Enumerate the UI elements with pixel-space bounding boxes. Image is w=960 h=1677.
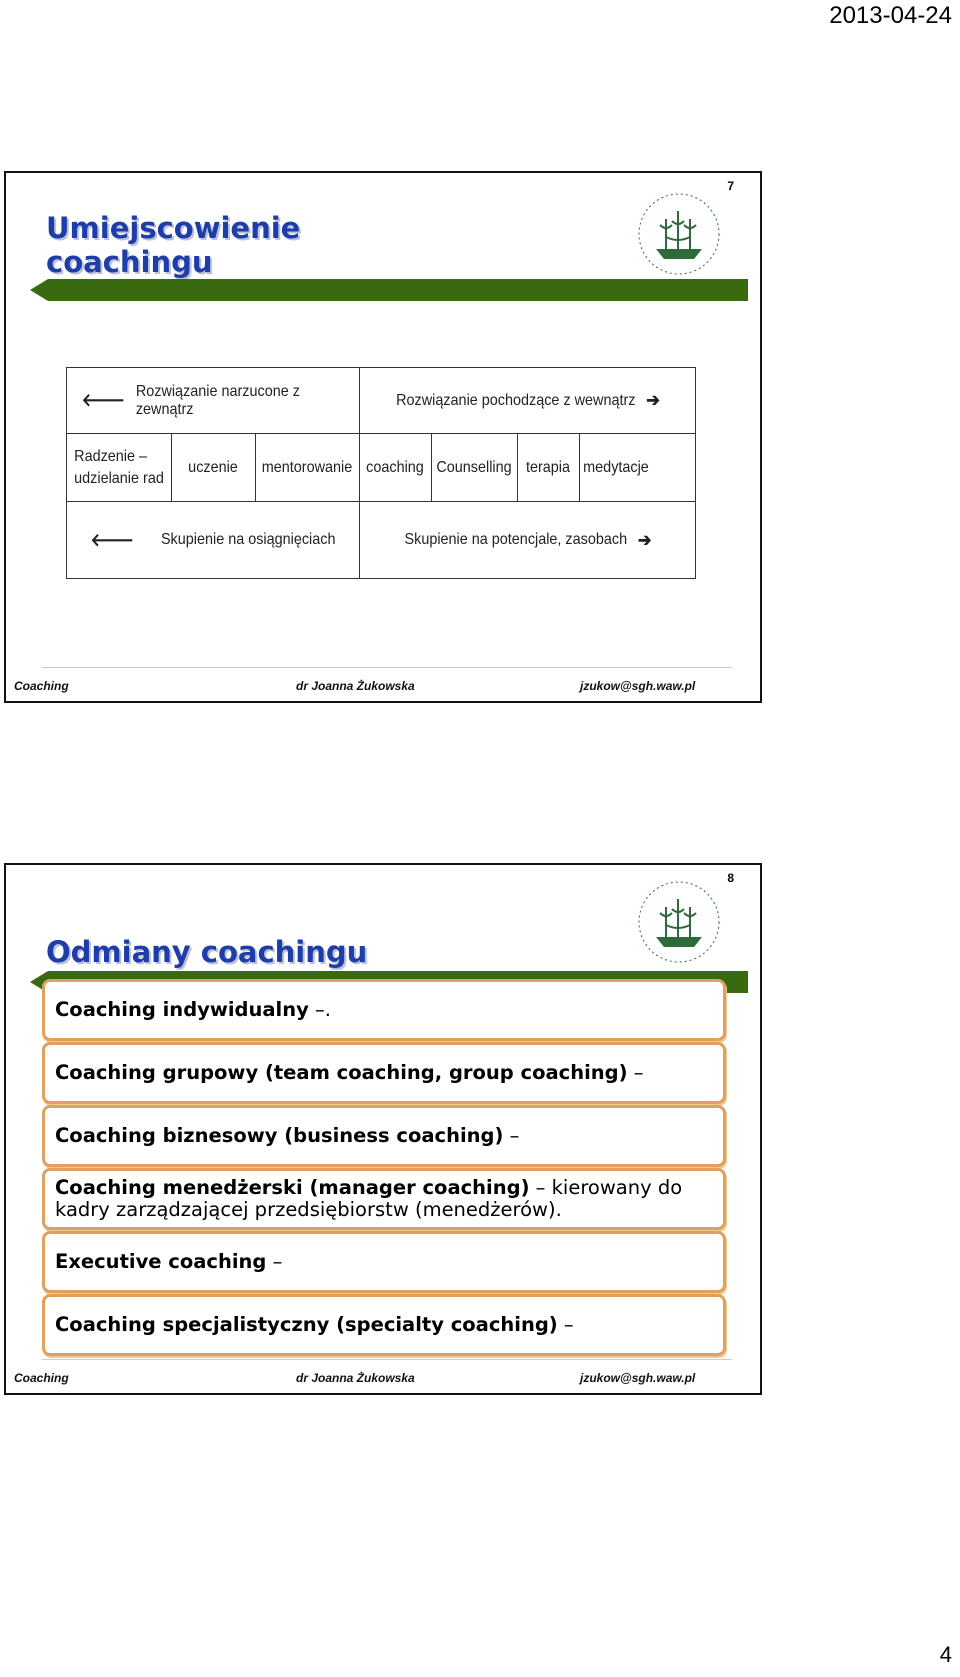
footer-left: Coaching [14,679,69,693]
list-item [42,1042,726,1104]
item-text: – [266,1250,283,1273]
table-cell-bottom-left [82,502,345,578]
list-item [42,1105,726,1167]
item-heading: Coaching specjalistyczny (specialty coaching) [55,1313,558,1336]
slide-title-line2: coachingu [46,245,213,279]
item-heading: Coaching biznesowy (business coaching) [55,1124,504,1147]
item-heading: Coaching menedżerski (manager coaching) [55,1176,530,1199]
arrow-right-icon: ➔ [646,390,660,410]
sgh-logo-icon [636,191,722,277]
item-text: – [557,1313,574,1336]
table-cell: Radzenie – udzielanie rad [74,447,164,487]
item-heading: Executive coaching [55,1250,267,1273]
footer-right: jzukow@sgh.waw.pl [580,679,696,693]
footer-right: jzukow@sgh.waw.pl [580,1371,696,1385]
item-text: –. [308,998,331,1021]
slide-8 [4,863,762,1395]
table-cell: mentorowanie [261,458,353,476]
page-number: 4 [939,1642,952,1667]
table-cell: Counselling [436,458,512,476]
table-cell: medytacje [583,458,649,476]
table-row [67,368,695,434]
table-cell-label: Skupienie na osiągnięciach [160,531,336,548]
list-item [42,1294,726,1356]
arrow-left-icon: 🡐 [90,529,134,550]
table-row [67,502,695,578]
table-cell-top-right [376,368,680,433]
list-item [42,979,726,1041]
table-cell: coaching [366,458,424,476]
arrow-left-icon: 🡐 [81,390,126,410]
coaching-placement-table [66,367,696,579]
table-cell-label: Rozwiązanie pochodzące z wewnątrz [396,391,636,409]
slide-number: 7 [727,179,734,193]
item-text: – [627,1061,644,1084]
list-item [42,1168,726,1230]
arrow-right-icon: ➔ [637,529,652,550]
table-row [67,434,695,502]
table-cell: terapia [525,458,571,476]
table-cell-top-left [82,368,345,433]
table-cell: uczenie [188,458,238,476]
sgh-logo-icon [636,879,722,965]
footer-center: dr Joanna Żukowska [296,1371,415,1385]
footer-left: Coaching [14,1371,69,1385]
footer-center: dr Joanna Żukowska [296,679,415,693]
document-date: 2013-04-24 [829,2,952,29]
table-cell-bottom-right [376,502,680,578]
slide-number: 8 [727,871,734,885]
title-bar [30,279,748,301]
item-heading: Coaching indywidualny [55,998,309,1021]
table-cell-label: Rozwiązanie narzucone z zewnątrz [135,382,300,418]
table-cell-label: Skupienie na potencjale, zasobach [404,531,628,548]
slide-7 [4,171,762,703]
slide-title-line1: Umiejscowienie [46,211,301,245]
slide-title: Odmiany coachingu [46,935,368,969]
list-item [42,1231,726,1293]
item-text: – [503,1124,520,1147]
item-text: – kierowany do kadry zarządzającej przedsiębiorstw (menedżerów). [55,1176,683,1221]
slide-title [46,211,300,279]
item-heading: Coaching grupowy (team coaching, group coaching) [55,1061,628,1084]
